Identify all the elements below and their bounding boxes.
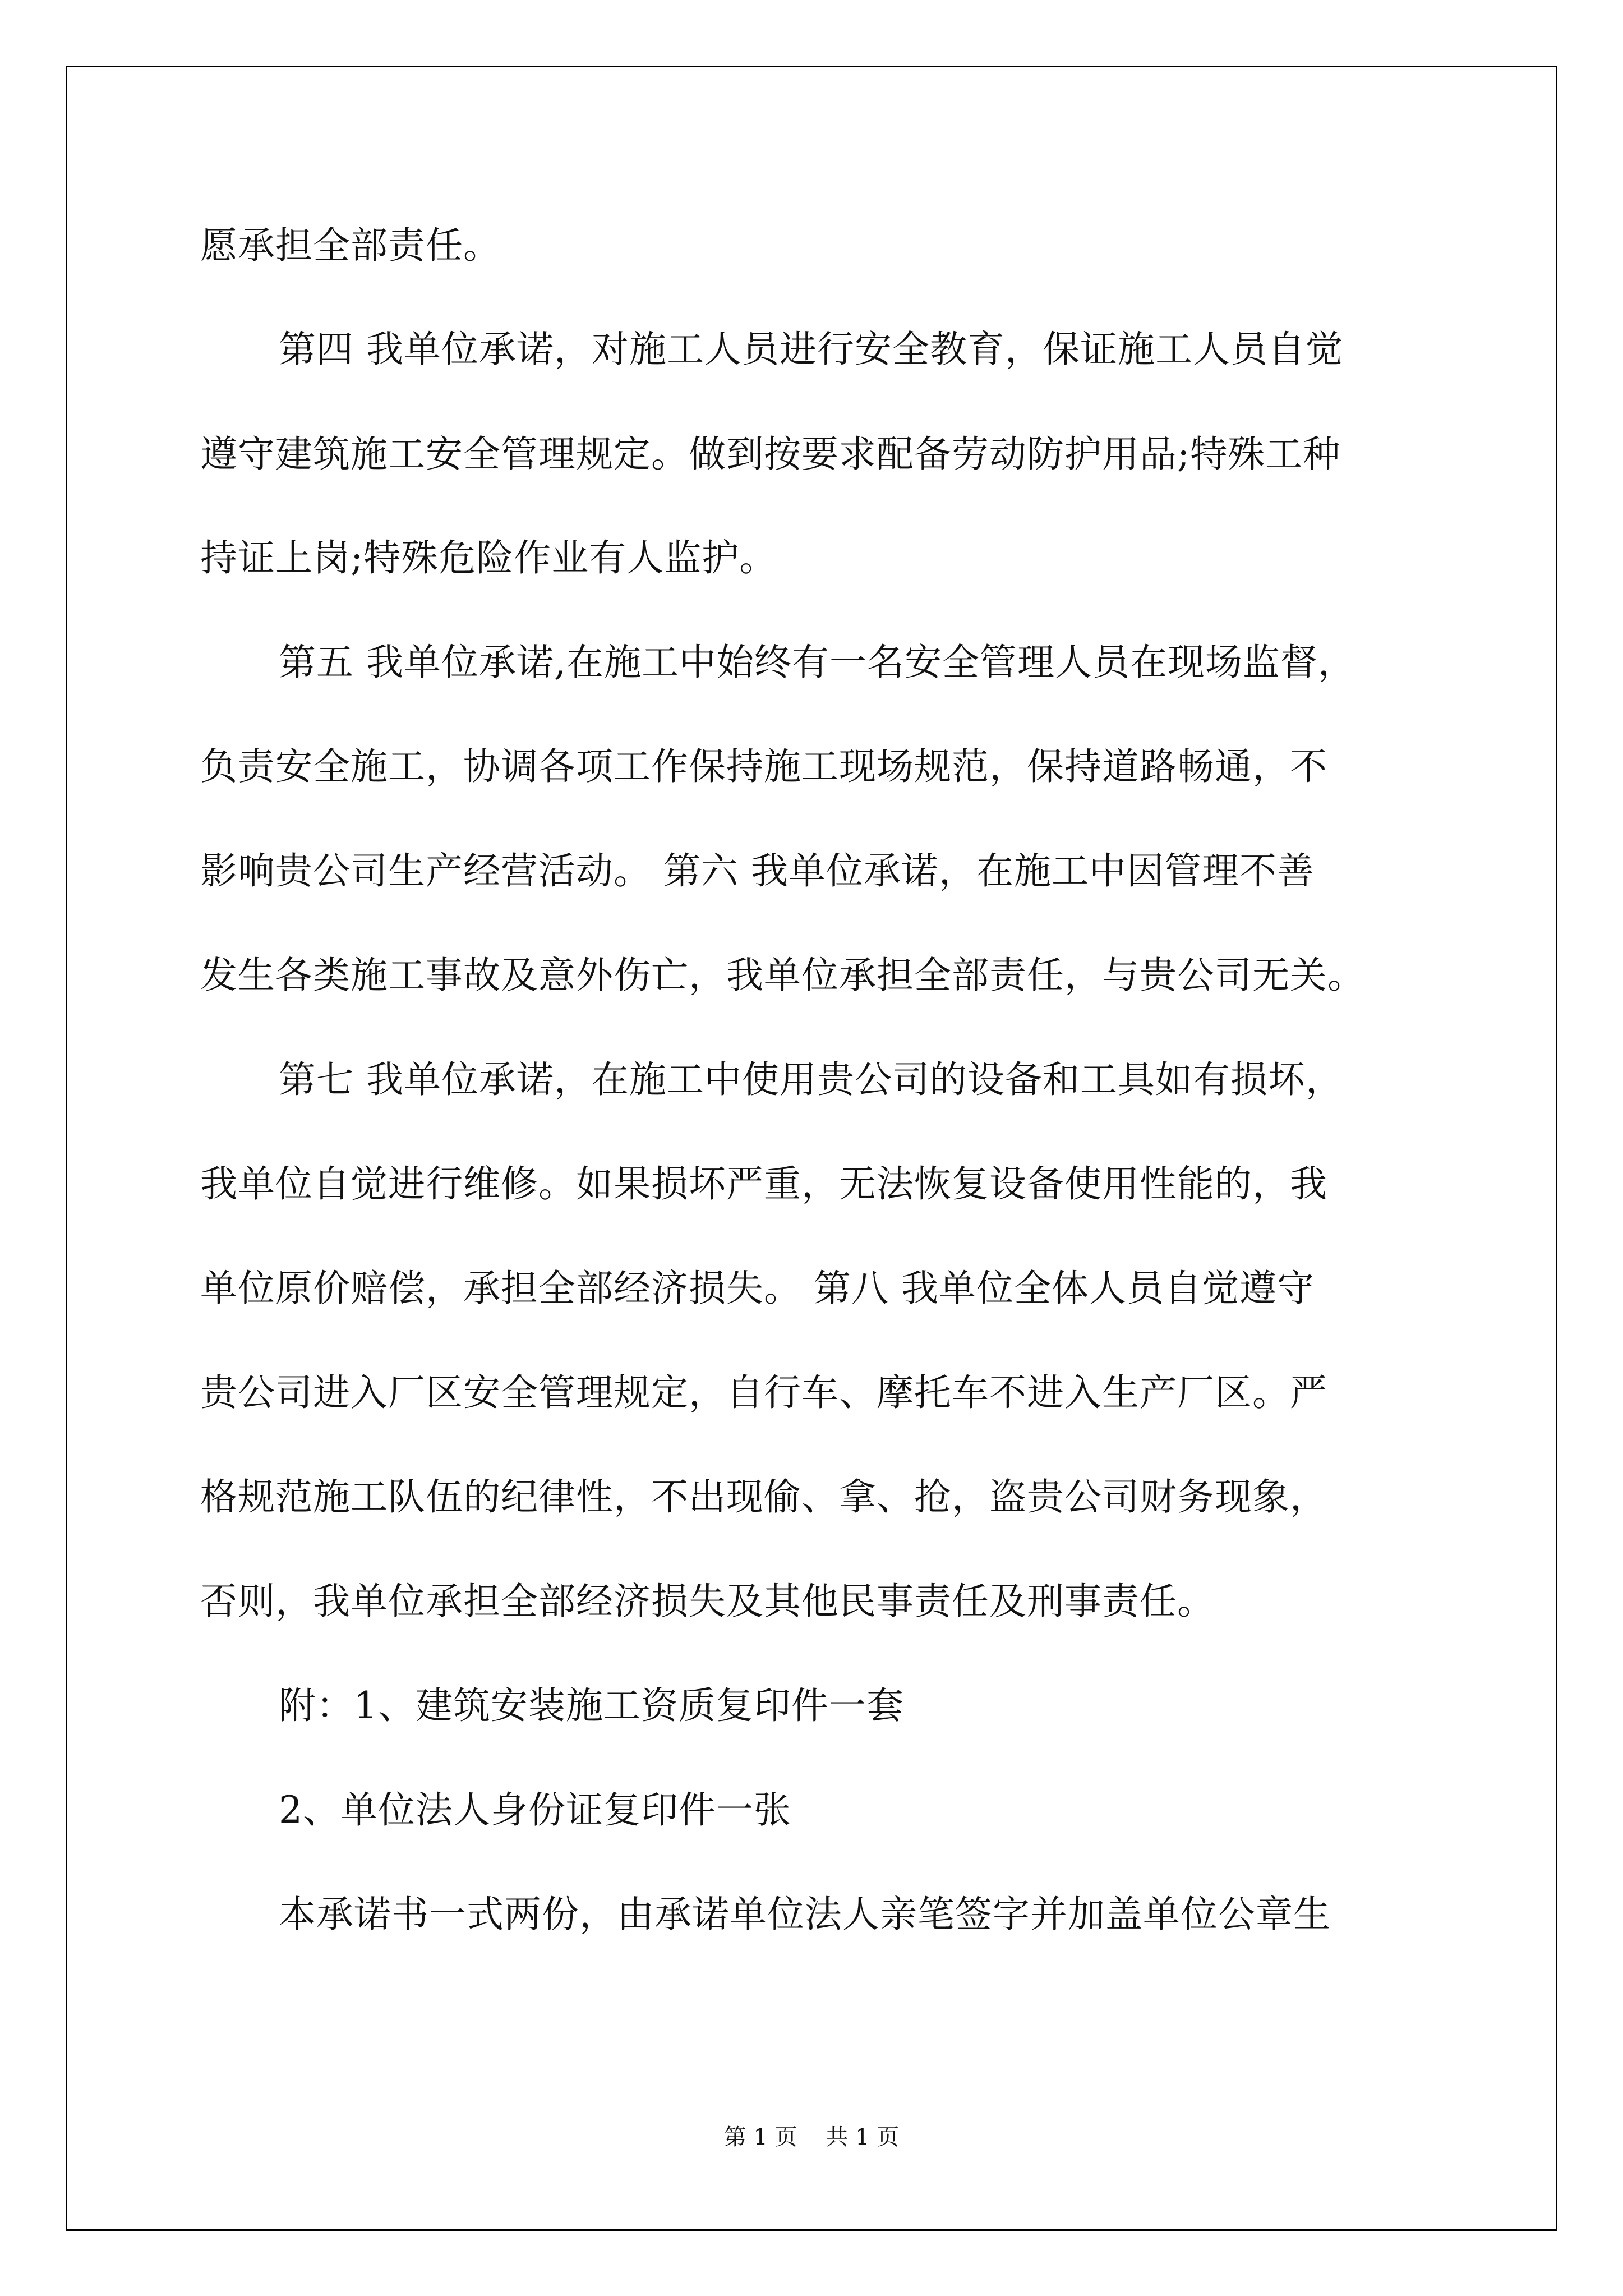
text-line-14: 否则，我单位承担全部经济损失及其他民事责任及刑事责任。 <box>200 1580 1215 1623</box>
text-line-9: 第七 我单位承诺，在施工中使用贵公司的设备和工具如有损坏， <box>279 1058 1343 1101</box>
text-line-4: 持证上岗;特殊危险作业有人监护。 <box>200 536 777 579</box>
text-line-11: 单位原价赔偿，承担全部经济损失。 第八 我单位全体人员自觉遵守 <box>200 1267 1315 1310</box>
text-line-16: 2、单位法人身份证复印件一张 <box>279 1788 791 1832</box>
text-line-10: 我单位自觉进行维修。如果损坏严重，无法恢复设备使用性能的，我 <box>200 1162 1327 1205</box>
text-line-1: 愿承担全部责任。 <box>200 224 501 267</box>
text-line-7: 影响贵公司生产经营活动。 第六 我单位承诺，在施工中因管理不善 <box>200 849 1315 892</box>
text-line-6: 负责安全施工，协调各项工作保持施工现场规范，保持道路畅通，不 <box>200 745 1327 788</box>
text-line-15: 附：1、建筑安装施工资质复印件一套 <box>279 1684 904 1727</box>
text-line-17: 本承诺书一式两份，由承诺单位法人亲笔签字并加盖单位公章生 <box>279 1893 1331 1936</box>
page-footer: 第 1 页 共 1 页 <box>723 2124 900 2150</box>
text-line-2: 第四 我单位承诺，对施工人员进行安全教育，保证施工人员自觉 <box>279 328 1343 371</box>
text-line-13: 格规范施工队伍的纪律性，不出现偷、拿、抢，盗贵公司财务现象， <box>200 1475 1327 1519</box>
text-line-3: 遵守建筑施工安全管理规定。做到按要求配备劳动防护用品;特殊工种 <box>200 432 1341 476</box>
text-line-8: 发生各类施工事故及意外伤亡，我单位承担全部责任，与贵公司无关。 <box>200 954 1365 997</box>
text-line-12: 贵公司进入厂区安全管理规定，自行车、摩托车不进入生产厂区。严 <box>200 1371 1327 1414</box>
text-line-5: 第五 我单位承诺,在施工中始终有一名安全管理人员在现场监督， <box>279 641 1355 684</box>
